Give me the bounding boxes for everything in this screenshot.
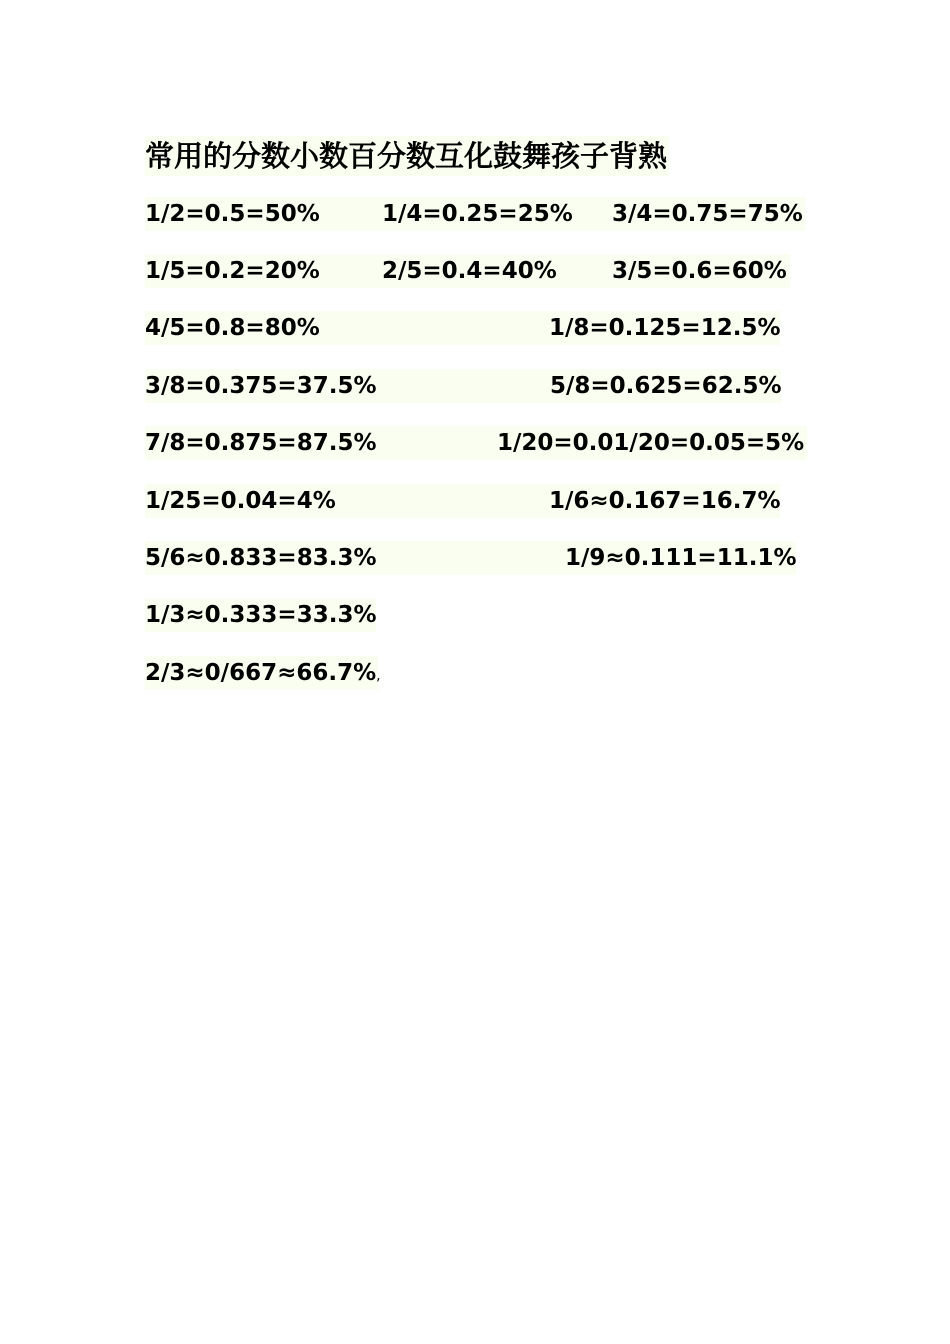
conversion-entry: 5/6≈0.833=83.3%: [145, 545, 377, 571]
conversion-entry: 1/3≈0.333=33.3%: [145, 602, 377, 628]
conversion-entry-text: 2/3≈0/667≈66.7%: [145, 660, 377, 686]
conversion-entry: 1/20=0.01/20=0.05=5%: [497, 430, 805, 456]
conversion-entry: 1/8=0.125=12.5%: [549, 315, 781, 341]
conversion-entry: 5/8=0.625=62.5%: [550, 373, 782, 399]
conversion-entry: 3/8=0.375=37.5%: [145, 373, 377, 399]
conversion-entry: 1/6≈0.167=16.7%: [549, 488, 781, 514]
conversion-entry: 7/8=0.875=87.5%: [145, 430, 377, 456]
conversion-entry: 1/9≈0.111=11.1%: [565, 545, 797, 571]
trailing-mark: ,: [376, 668, 381, 684]
conversion-entry: [145, 656, 381, 690]
conversion-entry: 1/25=0.04=4%: [145, 488, 336, 514]
conversion-entry: 1/5=0.2=20%: [145, 258, 320, 284]
conversion-entry: 4/5=0.8=80%: [145, 315, 320, 341]
conversion-entry: 3/4=0.75=75%: [612, 201, 803, 227]
conversion-entry: 2/5=0.4=40%: [382, 258, 557, 284]
conversion-entry: 1/2=0.5=50%: [145, 201, 320, 227]
conversion-entry: 3/5=0.6=60%: [612, 258, 787, 284]
page-title: 常用的分数小数百分数互化鼓舞孩子背熟: [145, 136, 669, 176]
conversion-entry: 1/4=0.25=25%: [382, 201, 573, 227]
